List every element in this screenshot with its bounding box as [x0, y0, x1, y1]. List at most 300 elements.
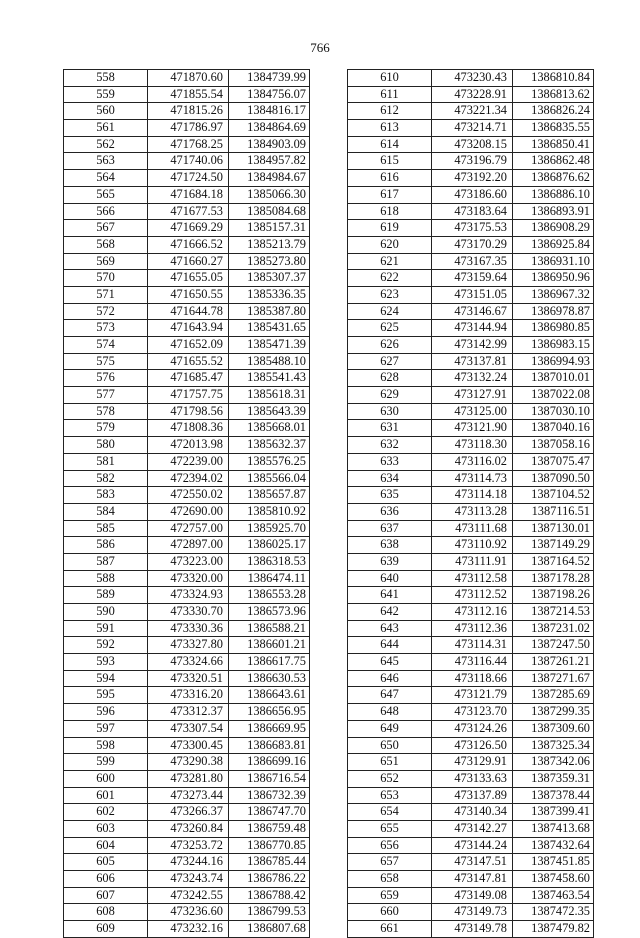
point-number-cell: 658 — [348, 871, 432, 888]
point-number-cell: 593 — [64, 654, 148, 671]
x-coordinate-cell: 473116.44 — [432, 654, 513, 671]
point-number-cell: 575 — [64, 353, 148, 370]
point-number-cell: 619 — [348, 220, 432, 237]
y-coordinate-cell: 1386983.15 — [513, 337, 594, 354]
table-row — [348, 353, 594, 370]
table-row — [348, 253, 594, 270]
table-row — [348, 153, 594, 170]
table-row — [64, 887, 310, 904]
point-number-cell: 613 — [348, 120, 432, 137]
point-number-cell: 585 — [64, 520, 148, 537]
x-coordinate-cell: 473114.73 — [432, 470, 513, 487]
table-row — [348, 270, 594, 287]
table-row — [348, 770, 594, 787]
point-number-cell: 580 — [64, 437, 148, 454]
y-coordinate-cell: 1386799.53 — [229, 904, 310, 921]
y-coordinate-cell: 1386931.10 — [513, 253, 594, 270]
y-coordinate-cell: 1387149.29 — [513, 537, 594, 554]
y-coordinate-cell: 1385925.70 — [229, 520, 310, 537]
y-coordinate-cell: 1386980.85 — [513, 320, 594, 337]
table-row — [64, 854, 310, 871]
x-coordinate-cell: 473183.64 — [432, 203, 513, 220]
point-number-cell: 654 — [348, 804, 432, 821]
y-coordinate-cell: 1384957.82 — [229, 153, 310, 170]
table-row — [64, 337, 310, 354]
point-number-cell: 604 — [64, 837, 148, 854]
y-coordinate-cell: 1387010.01 — [513, 370, 594, 387]
y-coordinate-cell: 1387178.28 — [513, 570, 594, 587]
x-coordinate-cell: 473144.24 — [432, 837, 513, 854]
point-number-cell: 594 — [64, 670, 148, 687]
x-coordinate-cell: 473307.54 — [148, 720, 229, 737]
x-coordinate-cell: 473320.00 — [148, 570, 229, 587]
point-number-cell: 590 — [64, 604, 148, 621]
x-coordinate-cell: 473260.84 — [148, 820, 229, 837]
point-number-cell: 577 — [64, 387, 148, 404]
y-coordinate-cell: 1386716.54 — [229, 770, 310, 787]
y-coordinate-cell: 1385541.43 — [229, 370, 310, 387]
y-coordinate-cell: 1386786.22 — [229, 871, 310, 888]
point-number-cell: 637 — [348, 520, 432, 537]
table-row — [64, 303, 310, 320]
x-coordinate-cell: 473127.91 — [432, 387, 513, 404]
y-coordinate-cell: 1387058.16 — [513, 437, 594, 454]
x-coordinate-cell: 473324.66 — [148, 654, 229, 671]
point-number-cell: 633 — [348, 453, 432, 470]
table-row — [348, 820, 594, 837]
y-coordinate-cell: 1386810.84 — [513, 70, 594, 87]
x-coordinate-cell: 473137.89 — [432, 787, 513, 804]
x-coordinate-cell: 471643.94 — [148, 320, 229, 337]
y-coordinate-cell: 1386669.95 — [229, 720, 310, 737]
table-row — [348, 453, 594, 470]
table-row — [64, 704, 310, 721]
y-coordinate-cell: 1386967.32 — [513, 286, 594, 303]
table-row — [64, 620, 310, 637]
y-coordinate-cell: 1387247.50 — [513, 637, 594, 654]
point-number-cell: 592 — [64, 637, 148, 654]
point-number-cell: 639 — [348, 553, 432, 570]
point-number-cell: 560 — [64, 103, 148, 120]
table-row — [348, 487, 594, 504]
table-row — [348, 186, 594, 203]
point-number-cell: 571 — [64, 286, 148, 303]
point-number-cell: 563 — [64, 153, 148, 170]
y-coordinate-cell: 1385307.37 — [229, 270, 310, 287]
point-number-cell: 632 — [348, 437, 432, 454]
point-number-cell: 636 — [348, 503, 432, 520]
x-coordinate-cell: 473114.18 — [432, 487, 513, 504]
x-coordinate-cell: 473149.73 — [432, 904, 513, 921]
point-number-cell: 565 — [64, 186, 148, 203]
table-row — [348, 687, 594, 704]
y-coordinate-cell: 1387432.64 — [513, 837, 594, 854]
x-coordinate-cell: 471786.97 — [148, 120, 229, 137]
y-coordinate-cell: 1385668.01 — [229, 420, 310, 437]
point-number-cell: 626 — [348, 337, 432, 354]
point-number-cell: 567 — [64, 220, 148, 237]
table-row — [348, 704, 594, 721]
table-row — [64, 270, 310, 287]
table-row — [348, 570, 594, 587]
point-number-cell: 586 — [64, 537, 148, 554]
x-coordinate-cell: 473330.70 — [148, 604, 229, 621]
y-coordinate-cell: 1387030.10 — [513, 403, 594, 420]
point-number-cell: 597 — [64, 720, 148, 737]
point-number-cell: 610 — [348, 70, 432, 87]
point-number-cell: 566 — [64, 203, 148, 220]
table-row — [348, 620, 594, 637]
y-coordinate-cell: 1386630.53 — [229, 670, 310, 687]
y-coordinate-cell: 1386770.85 — [229, 837, 310, 854]
x-coordinate-cell: 473149.78 — [432, 921, 513, 938]
y-coordinate-cell: 1384984.67 — [229, 170, 310, 187]
table-row — [64, 253, 310, 270]
point-number-cell: 617 — [348, 186, 432, 203]
x-coordinate-cell: 473118.66 — [432, 670, 513, 687]
y-coordinate-cell: 1386025.17 — [229, 537, 310, 554]
y-coordinate-cell: 1386886.10 — [513, 186, 594, 203]
point-number-cell: 652 — [348, 770, 432, 787]
point-number-cell: 599 — [64, 754, 148, 771]
y-coordinate-cell: 1385273.80 — [229, 253, 310, 270]
y-coordinate-cell: 1387342.06 — [513, 754, 594, 771]
point-number-cell: 635 — [348, 487, 432, 504]
table-row — [64, 320, 310, 337]
y-coordinate-cell: 1384739.99 — [229, 70, 310, 87]
y-coordinate-cell: 1386813.62 — [513, 86, 594, 103]
x-coordinate-cell: 473170.29 — [432, 236, 513, 253]
table-row — [64, 654, 310, 671]
point-number-cell: 659 — [348, 887, 432, 904]
x-coordinate-cell: 473266.37 — [148, 804, 229, 821]
y-coordinate-cell: 1387458.60 — [513, 871, 594, 888]
table-row — [64, 787, 310, 804]
x-coordinate-cell: 471684.18 — [148, 186, 229, 203]
y-coordinate-cell: 1386850.41 — [513, 136, 594, 153]
y-coordinate-cell: 1386908.29 — [513, 220, 594, 237]
y-coordinate-cell: 1387299.35 — [513, 704, 594, 721]
x-coordinate-cell: 471724.50 — [148, 170, 229, 187]
x-coordinate-cell: 473232.16 — [148, 921, 229, 938]
x-coordinate-cell: 473242.55 — [148, 887, 229, 904]
table-row — [64, 286, 310, 303]
point-number-cell: 576 — [64, 370, 148, 387]
y-coordinate-cell: 1387231.02 — [513, 620, 594, 637]
x-coordinate-cell: 473133.63 — [432, 770, 513, 787]
x-coordinate-cell: 473113.28 — [432, 503, 513, 520]
x-coordinate-cell: 473142.99 — [432, 337, 513, 354]
table-row — [64, 503, 310, 520]
table-row — [64, 871, 310, 888]
x-coordinate-cell: 473300.45 — [148, 737, 229, 754]
table-row — [348, 670, 594, 687]
table-row — [64, 804, 310, 821]
point-number-cell: 606 — [64, 871, 148, 888]
table-row — [64, 687, 310, 704]
y-coordinate-cell: 1386474.11 — [229, 570, 310, 587]
point-number-cell: 630 — [348, 403, 432, 420]
point-number-cell: 648 — [348, 704, 432, 721]
point-number-cell: 607 — [64, 887, 148, 904]
x-coordinate-cell: 473111.68 — [432, 520, 513, 537]
coordinates-table-left — [63, 69, 310, 938]
y-coordinate-cell: 1385336.35 — [229, 286, 310, 303]
point-number-cell: 570 — [64, 270, 148, 287]
point-number-cell: 614 — [348, 136, 432, 153]
x-coordinate-cell: 472013.98 — [148, 437, 229, 454]
y-coordinate-cell: 1387116.51 — [513, 503, 594, 520]
x-coordinate-cell: 471855.54 — [148, 86, 229, 103]
y-coordinate-cell: 1386699.16 — [229, 754, 310, 771]
table-row — [64, 453, 310, 470]
y-coordinate-cell: 1387271.67 — [513, 670, 594, 687]
y-coordinate-cell: 1386788.42 — [229, 887, 310, 904]
x-coordinate-cell: 472897.00 — [148, 537, 229, 554]
table-row — [64, 537, 310, 554]
table-row — [64, 186, 310, 203]
table-row — [64, 403, 310, 420]
y-coordinate-cell: 1384816.17 — [229, 103, 310, 120]
x-coordinate-cell: 471652.09 — [148, 337, 229, 354]
point-number-cell: 620 — [348, 236, 432, 253]
y-coordinate-cell: 1386807.68 — [229, 921, 310, 938]
table-row — [64, 837, 310, 854]
x-coordinate-cell: 473228.91 — [432, 86, 513, 103]
y-coordinate-cell: 1387325.34 — [513, 737, 594, 754]
point-number-cell: 631 — [348, 420, 432, 437]
x-coordinate-cell: 473112.52 — [432, 587, 513, 604]
table-row — [64, 820, 310, 837]
x-coordinate-cell: 473146.67 — [432, 303, 513, 320]
x-coordinate-cell: 473112.16 — [432, 604, 513, 621]
table-row — [348, 320, 594, 337]
x-coordinate-cell: 473112.58 — [432, 570, 513, 587]
y-coordinate-cell: 1386785.44 — [229, 854, 310, 871]
point-number-cell: 578 — [64, 403, 148, 420]
y-coordinate-cell: 1386925.84 — [513, 236, 594, 253]
y-coordinate-cell: 1386553.28 — [229, 587, 310, 604]
y-coordinate-cell: 1386978.87 — [513, 303, 594, 320]
x-coordinate-cell: 472690.00 — [148, 503, 229, 520]
x-coordinate-cell: 473111.91 — [432, 553, 513, 570]
x-coordinate-cell: 473186.60 — [432, 186, 513, 203]
table-row — [348, 637, 594, 654]
x-coordinate-cell: 473147.51 — [432, 854, 513, 871]
point-number-cell: 583 — [64, 487, 148, 504]
page-number: 766 — [310, 40, 330, 55]
y-coordinate-cell: 1386862.48 — [513, 153, 594, 170]
table-row — [348, 86, 594, 103]
table-row — [348, 103, 594, 120]
x-coordinate-cell: 473312.37 — [148, 704, 229, 721]
x-coordinate-cell: 473221.34 — [432, 103, 513, 120]
table-row — [348, 387, 594, 404]
y-coordinate-cell: 1386876.62 — [513, 170, 594, 187]
x-coordinate-cell: 471655.52 — [148, 353, 229, 370]
point-number-cell: 622 — [348, 270, 432, 287]
coordinates-table-right — [347, 69, 594, 938]
table-row — [64, 737, 310, 754]
y-coordinate-cell: 1387463.54 — [513, 887, 594, 904]
table-row — [348, 720, 594, 737]
y-coordinate-cell: 1385576.25 — [229, 453, 310, 470]
table-row — [64, 86, 310, 103]
y-coordinate-cell: 1387472.35 — [513, 904, 594, 921]
y-coordinate-cell: 1386994.93 — [513, 353, 594, 370]
point-number-cell: 660 — [348, 904, 432, 921]
x-coordinate-cell: 471815.26 — [148, 103, 229, 120]
table-row — [348, 553, 594, 570]
table-row — [348, 737, 594, 754]
x-coordinate-cell: 473167.35 — [432, 253, 513, 270]
table-row — [64, 203, 310, 220]
x-coordinate-cell: 471650.55 — [148, 286, 229, 303]
point-number-cell: 627 — [348, 353, 432, 370]
point-number-cell: 561 — [64, 120, 148, 137]
table-row — [348, 587, 594, 604]
table-row — [64, 153, 310, 170]
x-coordinate-cell: 473129.91 — [432, 754, 513, 771]
y-coordinate-cell: 1385213.79 — [229, 236, 310, 253]
point-number-cell: 608 — [64, 904, 148, 921]
x-coordinate-cell: 471798.56 — [148, 403, 229, 420]
table-row — [348, 120, 594, 137]
y-coordinate-cell: 1386617.75 — [229, 654, 310, 671]
table-row — [64, 120, 310, 137]
point-number-cell: 640 — [348, 570, 432, 587]
y-coordinate-cell: 1385488.10 — [229, 353, 310, 370]
point-number-cell: 562 — [64, 136, 148, 153]
y-coordinate-cell: 1386318.53 — [229, 553, 310, 570]
y-coordinate-cell: 1387022.08 — [513, 387, 594, 404]
x-coordinate-cell: 473330.36 — [148, 620, 229, 637]
y-coordinate-cell: 1385157.31 — [229, 220, 310, 237]
point-number-cell: 564 — [64, 170, 148, 187]
point-number-cell: 656 — [348, 837, 432, 854]
table-row — [64, 570, 310, 587]
table-row — [348, 871, 594, 888]
point-number-cell: 603 — [64, 820, 148, 837]
table-row — [348, 203, 594, 220]
x-coordinate-cell: 473175.53 — [432, 220, 513, 237]
point-number-cell: 646 — [348, 670, 432, 687]
x-coordinate-cell: 473137.81 — [432, 353, 513, 370]
y-coordinate-cell: 1387285.69 — [513, 687, 594, 704]
y-coordinate-cell: 1385810.92 — [229, 503, 310, 520]
point-number-cell: 657 — [348, 854, 432, 871]
point-number-cell: 655 — [348, 820, 432, 837]
y-coordinate-cell: 1387104.52 — [513, 487, 594, 504]
y-coordinate-cell: 1385387.80 — [229, 303, 310, 320]
table-row — [64, 420, 310, 437]
table-row — [348, 804, 594, 821]
x-coordinate-cell: 473124.26 — [432, 720, 513, 737]
y-coordinate-cell: 1384756.07 — [229, 86, 310, 103]
x-coordinate-cell: 471655.05 — [148, 270, 229, 287]
point-number-cell: 574 — [64, 337, 148, 354]
table-row — [348, 370, 594, 387]
point-number-cell: 609 — [64, 921, 148, 938]
table-row — [348, 470, 594, 487]
point-number-cell: 650 — [348, 737, 432, 754]
table-row — [348, 420, 594, 437]
y-coordinate-cell: 1385632.37 — [229, 437, 310, 454]
y-coordinate-cell: 1386826.24 — [513, 103, 594, 120]
point-number-cell: 641 — [348, 587, 432, 604]
x-coordinate-cell: 472757.00 — [148, 520, 229, 537]
x-coordinate-cell: 473110.92 — [432, 537, 513, 554]
x-coordinate-cell: 471669.29 — [148, 220, 229, 237]
point-number-cell: 569 — [64, 253, 148, 270]
x-coordinate-cell: 472394.02 — [148, 470, 229, 487]
point-number-cell: 572 — [64, 303, 148, 320]
x-coordinate-cell: 473243.74 — [148, 871, 229, 888]
table-row — [64, 904, 310, 921]
point-number-cell: 579 — [64, 420, 148, 437]
point-number-cell: 624 — [348, 303, 432, 320]
x-coordinate-cell: 473132.24 — [432, 370, 513, 387]
table-row — [64, 921, 310, 938]
table-row — [64, 353, 310, 370]
point-number-cell: 638 — [348, 537, 432, 554]
y-coordinate-cell: 1385471.39 — [229, 337, 310, 354]
x-coordinate-cell: 473214.71 — [432, 120, 513, 137]
point-number-cell: 582 — [64, 470, 148, 487]
table-row — [64, 670, 310, 687]
x-coordinate-cell: 473316.20 — [148, 687, 229, 704]
x-coordinate-cell: 471808.36 — [148, 420, 229, 437]
y-coordinate-cell: 1385066.30 — [229, 186, 310, 203]
x-coordinate-cell: 473236.60 — [148, 904, 229, 921]
x-coordinate-cell: 473324.93 — [148, 587, 229, 604]
point-number-cell: 651 — [348, 754, 432, 771]
y-coordinate-cell: 1385084.68 — [229, 203, 310, 220]
x-coordinate-cell: 473151.05 — [432, 286, 513, 303]
y-coordinate-cell: 1386950.96 — [513, 270, 594, 287]
y-coordinate-cell: 1387198.26 — [513, 587, 594, 604]
point-number-cell: 644 — [348, 637, 432, 654]
point-number-cell: 596 — [64, 704, 148, 721]
point-number-cell: 661 — [348, 921, 432, 938]
table-row — [64, 770, 310, 787]
table-row — [348, 303, 594, 320]
x-coordinate-cell: 473320.51 — [148, 670, 229, 687]
y-coordinate-cell: 1386747.70 — [229, 804, 310, 821]
y-coordinate-cell: 1386656.95 — [229, 704, 310, 721]
point-number-cell: 598 — [64, 737, 148, 754]
y-coordinate-cell: 1387164.52 — [513, 553, 594, 570]
x-coordinate-cell: 471644.78 — [148, 303, 229, 320]
point-number-cell: 611 — [348, 86, 432, 103]
table-row — [64, 220, 310, 237]
y-coordinate-cell: 1385643.39 — [229, 403, 310, 420]
point-number-cell: 634 — [348, 470, 432, 487]
x-coordinate-cell: 473327.80 — [148, 637, 229, 654]
point-number-cell: 642 — [348, 604, 432, 621]
point-number-cell: 573 — [64, 320, 148, 337]
x-coordinate-cell: 471757.75 — [148, 387, 229, 404]
point-number-cell: 587 — [64, 553, 148, 570]
point-number-cell: 558 — [64, 70, 148, 87]
table-row — [348, 654, 594, 671]
point-number-cell: 588 — [64, 570, 148, 587]
table-row — [64, 236, 310, 253]
point-number-cell: 615 — [348, 153, 432, 170]
y-coordinate-cell: 1384864.69 — [229, 120, 310, 137]
table-row — [64, 604, 310, 621]
y-coordinate-cell: 1384903.09 — [229, 136, 310, 153]
